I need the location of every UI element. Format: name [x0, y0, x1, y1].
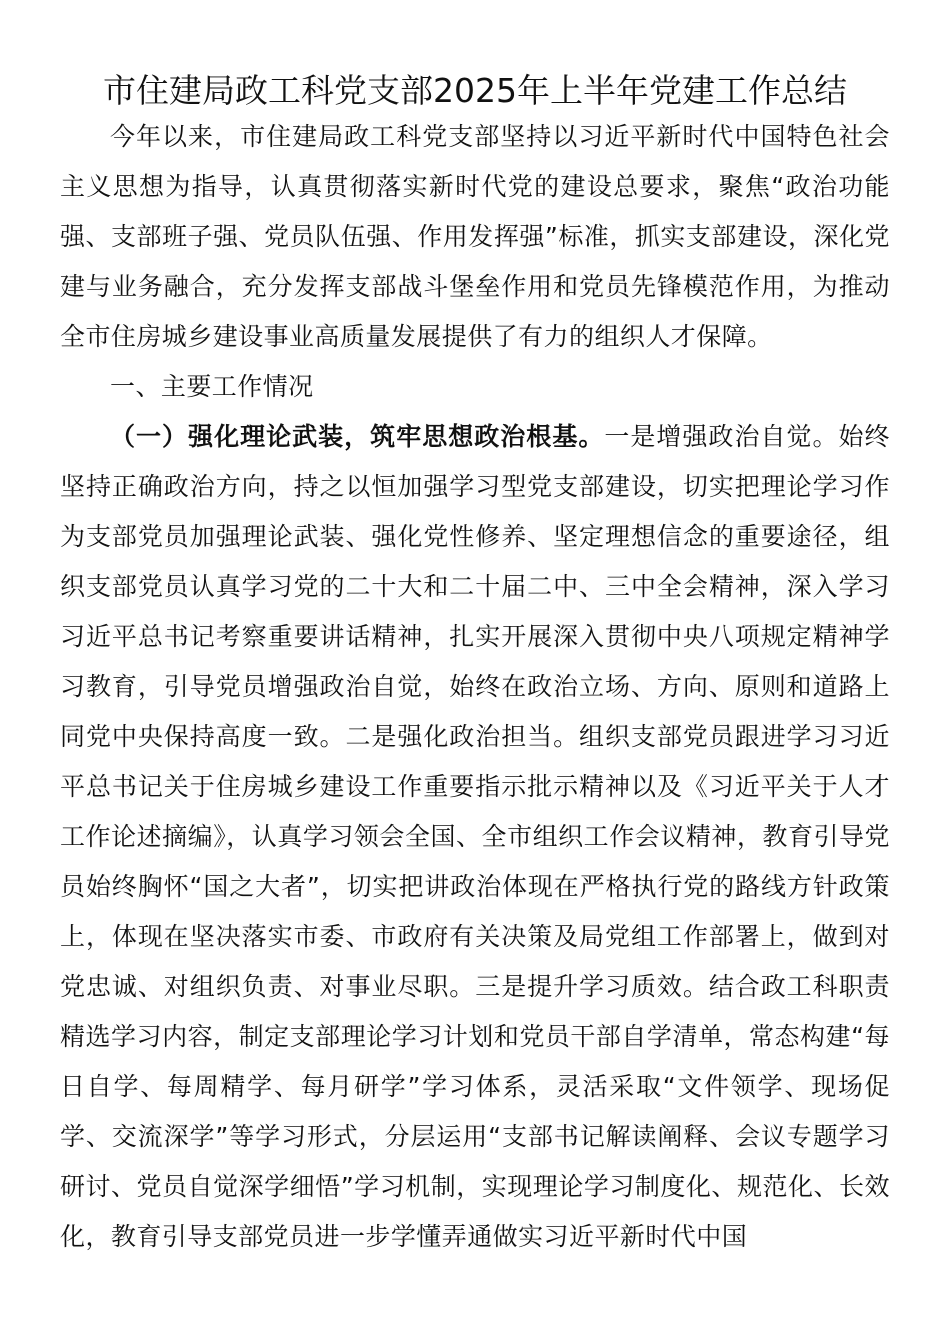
subsection-heading-theory: （一）强化理论武装，筑牢思想政治根基。: [110, 422, 605, 451]
section-heading-main-work: 一、主要工作情况: [110, 372, 314, 401]
document-body: [60, 112, 890, 1262]
intro-paragraph: 今年以来，市住建局政工科党支部坚持以习近平新时代中国特色社会主义思想为指导，认真贯彻落实新时代党的建设总要求，聚焦“政治功能强、支部班子强、党员队伍强、作用发挥强”标准，抓实支部建设，深化党建与业务融合，充分发挥支部战斗堡垒作用和党员先锋模范作用，为推动全市住房城乡建设事业高质量发展提供了有力的组织人才保障。: [60, 122, 890, 351]
subsection-body-theory: 一是增强政治自觉。始终坚持正确政治方向，持之以恒加强学习型党支部建设，切实把理论学习作为支部党员加强理论武装、强化党性修养、坚定理想信念的重要途径，组织支部党员认真学习党的二十大和二十届二中、三中全会精神，深入学习习近平总书记考察重要讲话精神，扎实开展深入贯彻中央八项规定精神学习教育，引导党员增强政治自觉，始终在政治立场、方向、原则和道路上同党中央保持高度一致。二是强化政治担当。组织支部党员跟进学习习近平总书记关于住房城乡建设工作重要指示批示精神以及《习近平关于人才工作论述摘编》，认真学习领会全国、全市组织工作会议精神，教育引导党员始终胸怀“国之大者”，切实把讲政治体现在严格执行党的路线方针政策上，体现在坚决落实市委、市政府有关决策及局党组工作部署上，做到对党忠诚、对组织负责、对事业尽职。三是提升学习质效。结合政工科职责精选学习内容，制定支部理论学习计划和党员干部自学清单，常态构建“每日自学、每周精学、每月研学”学习体系，灵活采取“文件领学、现场促学、交流深学”等学习形式，分层运用“支部书记解读阐释、会议专题学习研讨、党员自觉深学细悟”学习机制，实现理论学习制度化、规范化、长效化，教育引导支部党员进一步学懂弄通做实习近平新时代中国: [60, 422, 890, 1251]
subsection-paragraph-theory: [60, 412, 890, 1262]
document-title: 市住建局政工科党支部2025年上半年党建工作总结: [103, 71, 847, 110]
